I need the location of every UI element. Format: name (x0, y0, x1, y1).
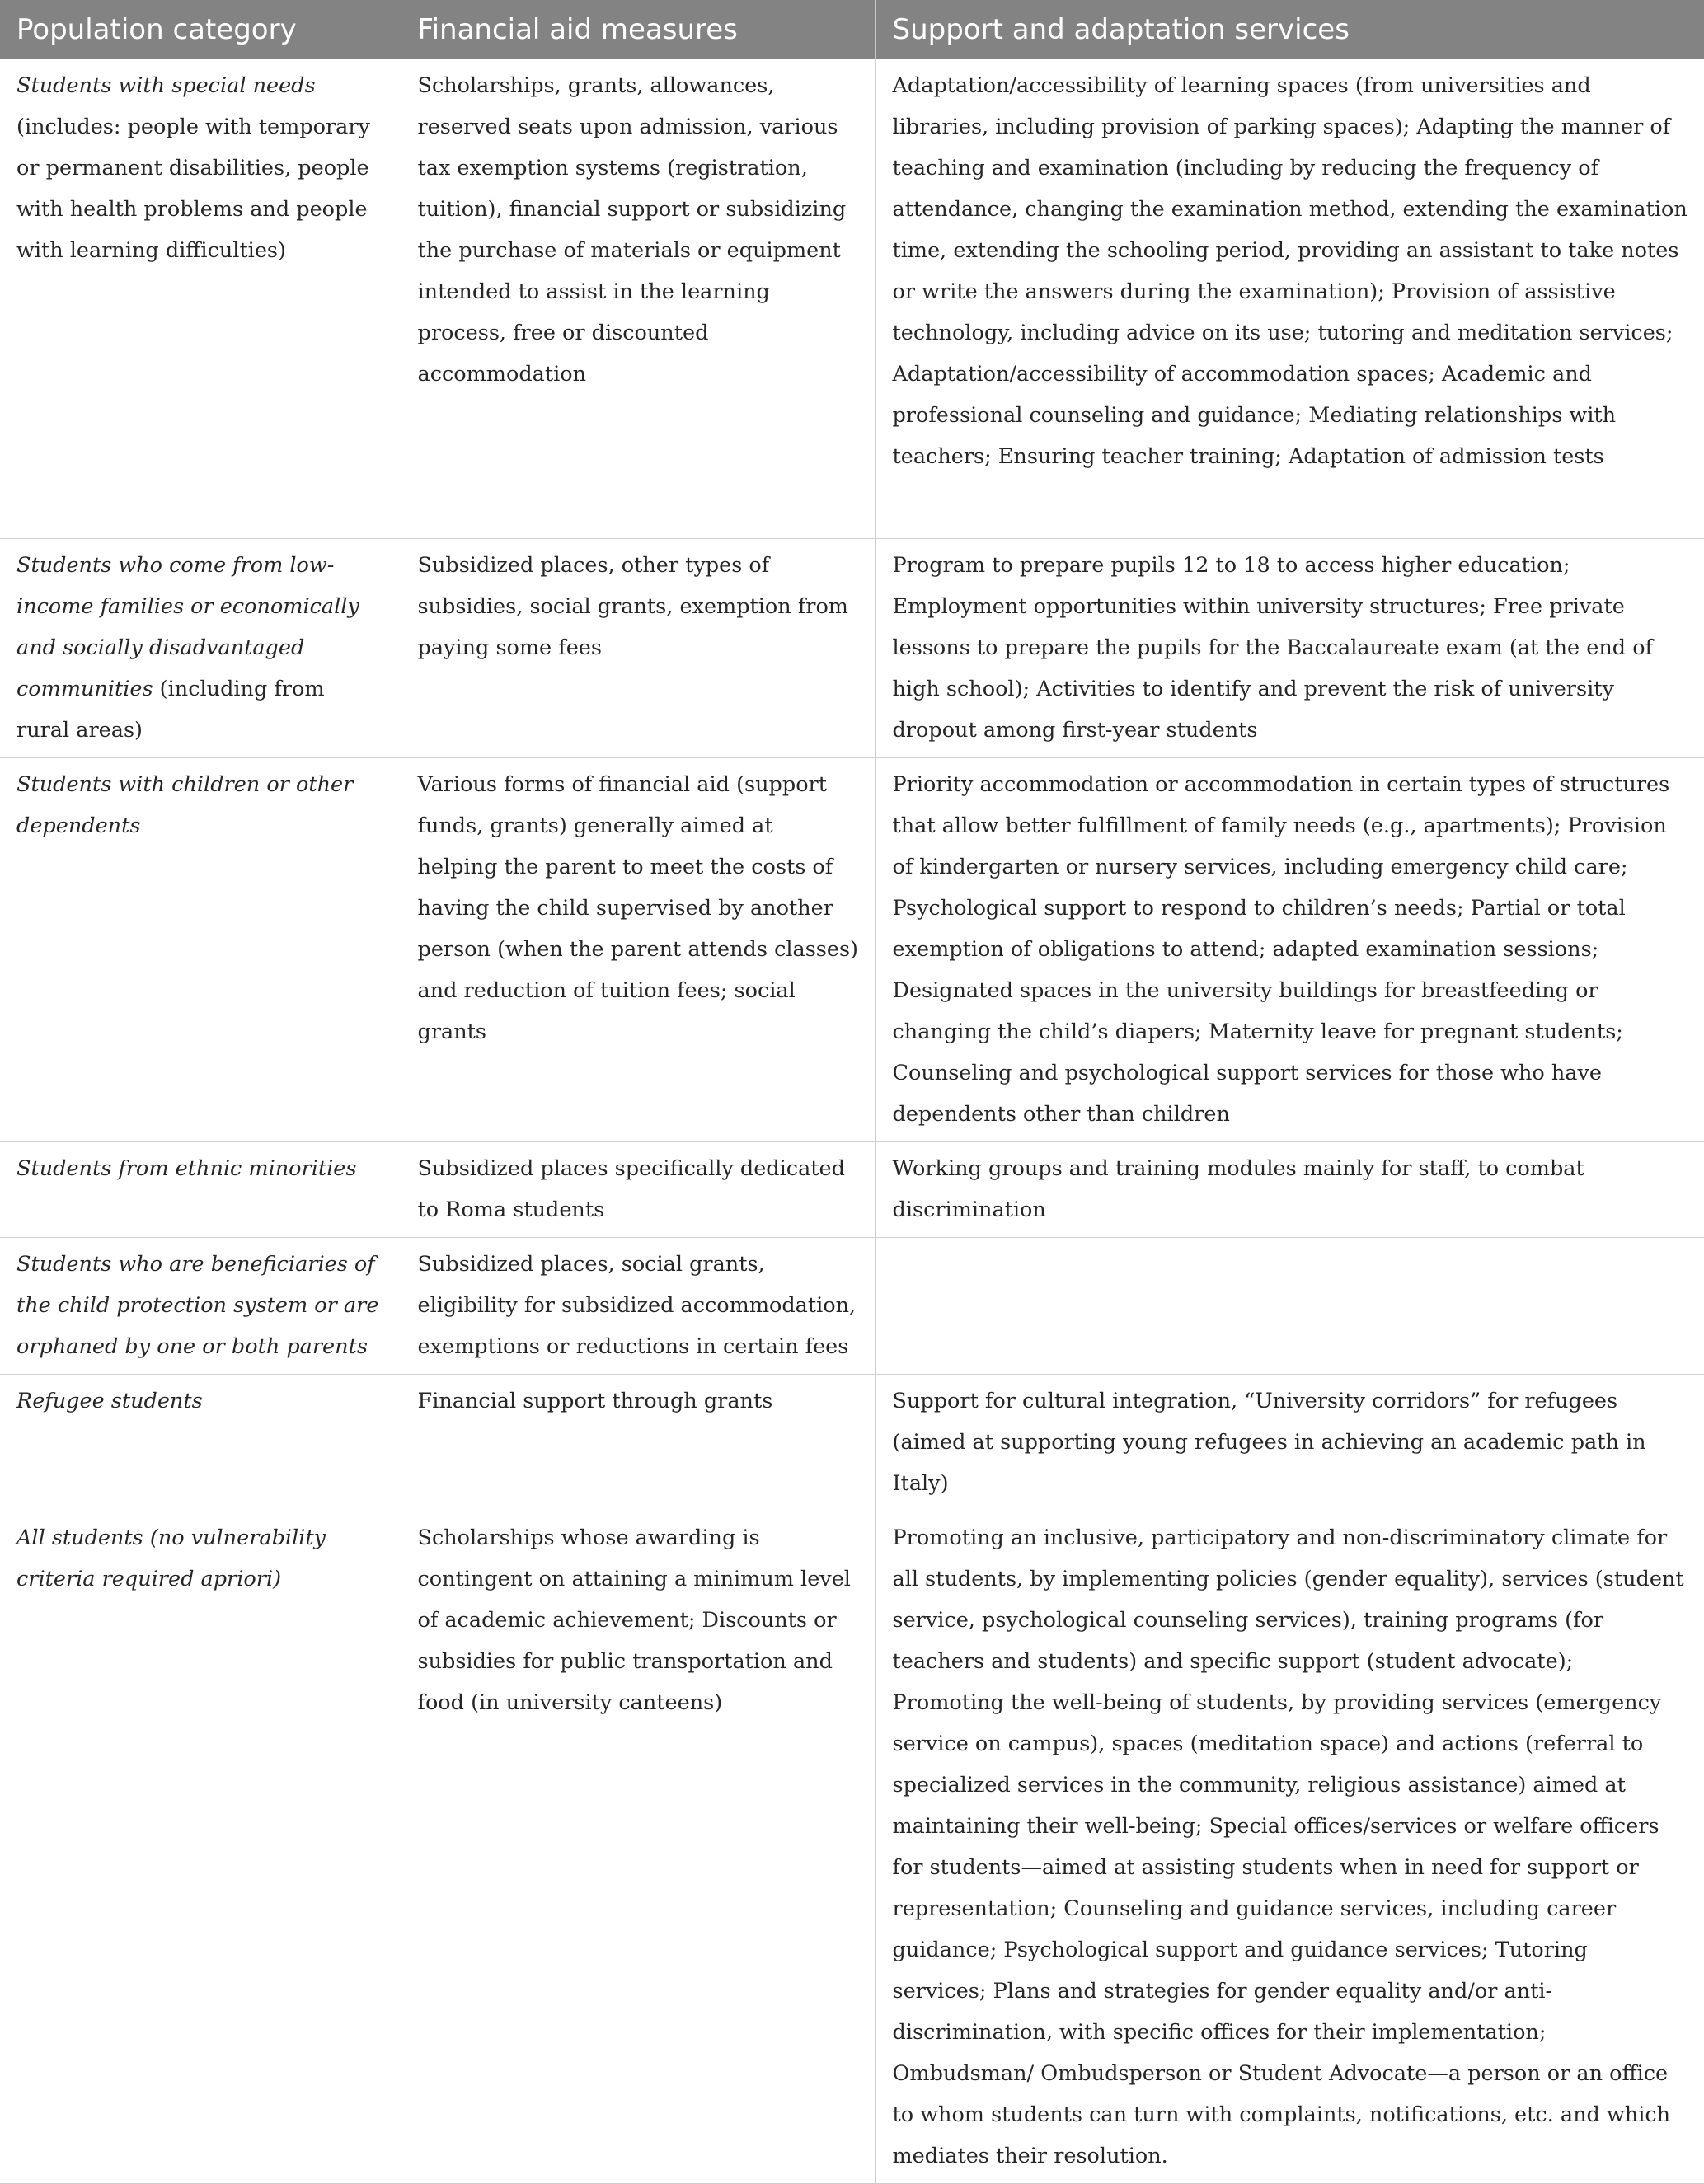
support-services-cell: Adaptation/accessibility of learning spaces (from universities and libraries, including provision of parking spaces); Adapting the manner of teaching and examination (including by reducing the frequency of attendance, changing the examination method, extending the examination time, extending the schooling period, providing an assistant to take notes or write the answers during the examination); Provision of assistive technology, including advice on its use; tutoring and meditation services; Adaptation/accessibility of accommodation spaces; Academic and professional counseling and guidance; Mediating relationships with teachers; Ensuring teacher training; Adaptation of admission tests (875, 59, 1704, 539)
header-population-category: Population category (0, 0, 401, 59)
header-row (0, 0, 1704, 59)
table-header (0, 0, 1704, 59)
header-financial-aid: Financial aid measures (401, 0, 875, 59)
table-row (0, 758, 1704, 1142)
table-row (0, 1375, 1704, 1511)
category-name: Students who come from low-income families or economically and socially disadvantaged communities (16, 553, 359, 701)
financial-aid-cell: Subsidized places, social grants, eligibility for subsidized accommodation, exemptions or reductions in certain fees (401, 1238, 875, 1375)
population-category-cell (0, 1511, 401, 2184)
population-category-cell (0, 59, 401, 539)
support-services-cell: Program to prepare pupils 12 to 18 to access higher education; Employment opportunities within university structures; Free private lessons to prepare the pupils for the Baccalaureate exam (at the end of high school); Activities to identify and prevent the risk of university dropout among first-year students (875, 539, 1704, 758)
population-category-cell (0, 1375, 401, 1511)
header-support-services: Support and adaptation services (875, 0, 1704, 59)
financial-aid-cell: Scholarships whose awarding is contingent on attaining a minimum level of academic achievement; Discounts or subsidies for public transportation and food (in university canteens) (401, 1511, 875, 2184)
category-name: Students with children or other dependents (16, 772, 354, 838)
table-row (0, 59, 1704, 539)
support-services-cell: Working groups and training modules mainly for staff, to combat discrimination (875, 1142, 1704, 1238)
table-row (0, 1142, 1704, 1238)
financial-aid-cell: Scholarships, grants, allowances, reserved seats upon admission, various tax exemption systems (registration, tuition), financial support or subsidizing the purchase of materials or equipment intended to assist in the learning process, free or discounted accommodation (401, 59, 875, 539)
category-name: Students who are beneficiaries of the child protection system or are orphaned by one or both parents (16, 1252, 379, 1359)
table-row (0, 1511, 1704, 2184)
population-category-cell (0, 539, 401, 758)
category-name: All students (no vulnerability criteria required apriori) (16, 1526, 326, 1591)
financial-aid-cell: Financial support through grants (401, 1375, 875, 1511)
category-note: (includes: people with temporary or permanent disabilities, people with health problems and people with learning difficulties) (16, 115, 370, 263)
financial-aid-cell: Subsidized places, other types of subsidies, social grants, exemption from paying some fees (401, 539, 875, 758)
table-row (0, 1238, 1704, 1375)
category-name: Refugee students (16, 1389, 203, 1413)
support-services-cell: Priority accommodation or accommodation in certain types of structures that allow better fulfillment of family needs (e.g., apartments); Provision of kindergarten or nursery services, including emergency child care; Psychological support to respond to children’s needs; Partial or total exemption of obligations to attend; adapted examination sessions; Designated spaces in the university buildings for breastfeeding or changing the child’s diapers; Maternity leave for pregnant students; Counseling and psychological support services for those who have dependents other than children (875, 758, 1704, 1142)
category-note: (including from rural areas) (16, 677, 325, 743)
support-services-cell: Promoting an inclusive, participatory and non-discriminatory climate for all students, by implementing policies (gender equality), services (student service, psychological counseling services), training programs (for teachers and students) and specific support (student advocate); Promoting the well-being of students, by providing services (emergency service on campus), spaces (meditation space) and actions (referral to specialized services in the community, religious assistance) aimed at maintaining their well-being; Special offices/services or welfare officers for students—aimed at assisting students when in need for support or representation; Counseling and guidance services, including career guidance; Psychological support and guidance services; Tutoring services; Plans and strategies for gender equality and/or anti-discrimination, with specific offices for their implementation; Ombudsman/ Ombudsperson or Student Advocate—a person or an office to whom students can turn with complaints, notifications, etc. and which mediates their resolution. (875, 1511, 1704, 2184)
financial-aid-cell: Various forms of financial aid (support funds, grants) generally aimed at helping the parent to meet the costs of having the child supervised by another person (when the parent attends classes) and reduction of tuition fees; social grants (401, 758, 875, 1142)
table-body (0, 59, 1704, 2184)
population-category-cell (0, 758, 401, 1142)
category-name: Students from ethnic minorities (16, 1156, 357, 1181)
category-name: Students with special needs (16, 73, 316, 98)
financial-aid-cell: Subsidized places specifically dedicated to Roma students (401, 1142, 875, 1238)
support-services-cell (875, 1238, 1704, 1375)
table-row (0, 539, 1704, 758)
support-services-cell: Support for cultural integration, “University corridors” for refugees (aimed at supporting young refugees in achieving an academic path in Italy) (875, 1375, 1704, 1511)
population-category-cell (0, 1238, 401, 1375)
population-category-cell (0, 1142, 401, 1238)
